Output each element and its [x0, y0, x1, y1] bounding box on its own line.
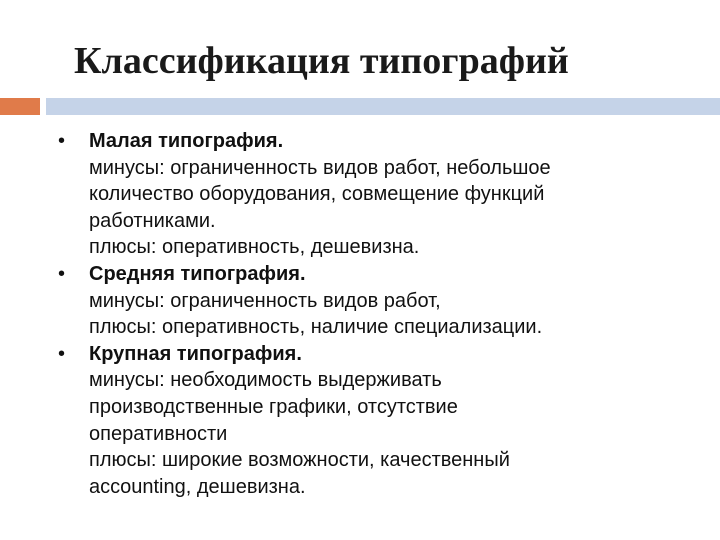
item-heading: Средняя типография.	[89, 262, 306, 285]
item-heading: Малая типография.	[89, 130, 284, 152]
title-rule-accent	[0, 98, 40, 115]
item-line: минусы: необходимость выдерживать	[89, 369, 442, 392]
item-line: оперативности	[89, 422, 228, 445]
item-line: accounting, дешевизна.	[89, 475, 306, 498]
bullet-list	[58, 128, 708, 500]
item-line: плюсы: оперативность, дешевизна.	[89, 236, 420, 259]
item-line: минусы: ограниченность видов работ, небольшое	[89, 156, 551, 179]
slide-title: Классификация типографий	[74, 40, 569, 82]
item-line: производственные графики, отсутствие	[89, 395, 458, 418]
list-item-small-printing	[58, 128, 708, 261]
item-line: минусы: ограниченность видов работ,	[89, 289, 441, 312]
item-line: количество оборудования, совмещение функций	[89, 183, 545, 206]
bullet-icon: •	[58, 342, 66, 365]
item-line: работниками.	[89, 209, 216, 232]
list-item-medium-printing	[58, 261, 708, 341]
item-line: плюсы: широкие возможности, качественный	[89, 449, 510, 472]
item-heading: Крупная типография.	[89, 342, 302, 365]
list-item-large-printing	[58, 341, 708, 501]
title-rule-bar	[46, 98, 720, 115]
bullet-icon: •	[58, 262, 66, 285]
item-line: плюсы: оперативность, наличие специализации.	[89, 316, 543, 339]
bullet-icon: •	[58, 130, 66, 152]
